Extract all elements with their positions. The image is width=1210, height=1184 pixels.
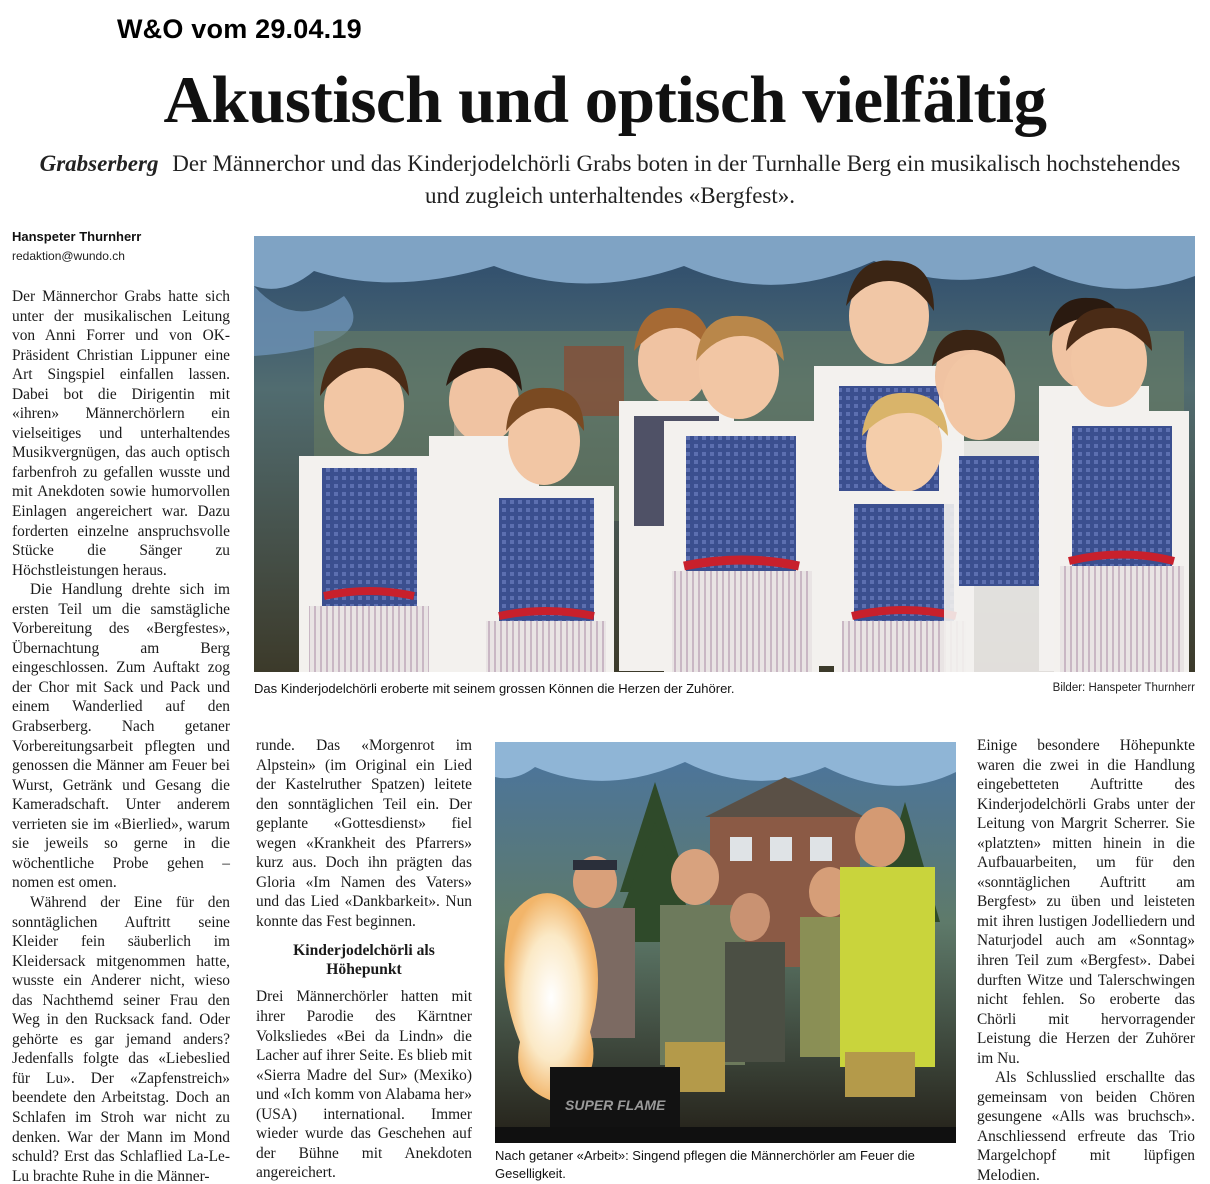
paragraph: Drei Männerchörler hatten mit ihrer Parodie des Kärntner Volksliedes «Bei da Lindn» die Lacher auf ihrer Seite. Es blieb mit «Sierra Madre del Sur» (Mexiko) und «Ich komm von Alabama her» (USA) international. Immer wieder wurde das Geschehen auf der Bühne mit Anekdoten angereichert. [256,988,472,1182]
article-column-1 [12,287,230,1184]
subheading: Kinderjodelchörli als Höhepunkt [293,942,435,979]
paragraph: Die Handlung drehte sich im ersten Teil um die samstägliche Vorbereitung des «Bergfestes», Übernachtung am Berg eingeschlossen. Zum Auftakt zog der Chor mit Sack und Pack und einem Wanderlied auf den Grabserberg. Nach getaner Vorbereitungsarbeit pflegten und genossen die Männer am Feuer bei Wurst, Getränk und Gesang die Kameradschaft. Unter anderem verrieten sie im «Bierlied», warum sie jeweils so gerne in die wöchentliche Probe gehen – nomen est omen. [12,581,230,892]
photo-credit: Bilder: Hanspeter Thurnherr [1052,682,1195,694]
photo-childrens-choir [254,236,1195,672]
paragraph: Der Männerchor Grabs hatte sich unter der musikalischen Leitung von Anni Forrer und von OK-Präsident Christian Lippuner eine Art Singspiel einfallen lassen. Dabei bot die Dirigentin mit «ihren» Männerchörlern ein vielseitiges und unterhaltendes Musikvergnügen, das auch optisch farbenfroh zu gefallen wusste und mit Anekdoten sowie humorvollen Einlagen angereichert war. Dazu forderten einzelne anspruchsvolle Stücke die Sänger zu Höchstleistungen heraus. [12,288,230,579]
author-email[interactable]: redaktion@wundo.ch [12,249,125,263]
article-column-2 [256,736,472,1183]
choir-illustration [254,236,1195,672]
paragraph: Als Schlusslied erschallte das gemeinsam von beiden Chören gesungene «Alls was bruchsch». Anschliessend erfreute das Trio Margelchopf mit lüpfigen Melodien. [977,1069,1195,1184]
paragraph: Einige besondere Höhepunkte waren die zwei in die Handlung eingebetteten Auftritte des Kinderjodelchörli Grabs unter der Leitung von Margrit Scherrer. Sie «platzten» mitten hinein in die Aufbauarbeiten, um für den «sonntäglichen Auftritt am Bergfest» zu üben und leisteten mit ihren lustigen Jodelliedern und Naturjodel auch am «Sonntag» ihren Teil zum «Bergfest». Dabei durften Witze und Talerschwingen nicht fehlen. So eroberte das Chörli mit hervorragender Leistung die Herzen der Zuhörer im Nu. [977,737,1195,1067]
photo-caption: Das Kinderjodelchörli eroberte mit seinem grossen Können die Herzen der Zuhörer. [254,681,735,696]
lead [30,148,1190,212]
source-tag: W&O vom 29.04.19 [117,14,362,44]
photo-mens-choir-campfire [495,742,956,1143]
lead-dateline: Grabserberg [39,151,159,176]
headline: Akustisch und optisch vielfältig [163,63,1047,137]
article-column-4 [977,736,1195,1184]
paragraph: Während der Eine für den sonntäglichen Auftritt seine Kleider fein säuberlich im Kleidersack mitgenommen hatte, wusste ein Anderer nicht, wieso das Nachthemd seiner Frau den Weg in den Rucksack fand. Oder gehörte es gar jemand anders? Jedenfalls folgte das «Liebeslied für Lu». Der «Zapfenstreich» beendete den Arbeitstag. Doch an Schlafen im Stroh war nicht zu denken. War der Mann im Mond schuld? Erst das Schlaflied La-Le-Lu brachte Ruhe in die Männer- [12,893,230,1184]
paragraph: runde. Das «Morgenrot im Alpstein» (im Original ein Lied der Kastelruther Spatzen) leitete den sonntäglichen Teil ein. Der geplante «Gottesdienst» fiel wegen «Krankheit des Pfarrers» kurz aus. Doch ihn prägten das Gloria «Im Namen des Vaters» und das Lied «Dankbarkeit». Nun konnte das Fest beginnen. [256,737,472,930]
author-name: Hanspeter Thurnherr [12,229,142,244]
campfire-illustration [495,742,956,1143]
lead-text: Der Männerchor und das Kinderjodelchörli Grabs boten in der Turnhalle Berg ein musikalisch hochstehendes und zugleich unterhaltendes «Bergfest». [172,151,1181,208]
prop-label: SUPER FLAME [565,1097,666,1113]
photo-caption: Nach getaner «Arbeit»: Singend pflegen die Männerchörler am Feuer die Geselligkeit. [495,1148,915,1181]
